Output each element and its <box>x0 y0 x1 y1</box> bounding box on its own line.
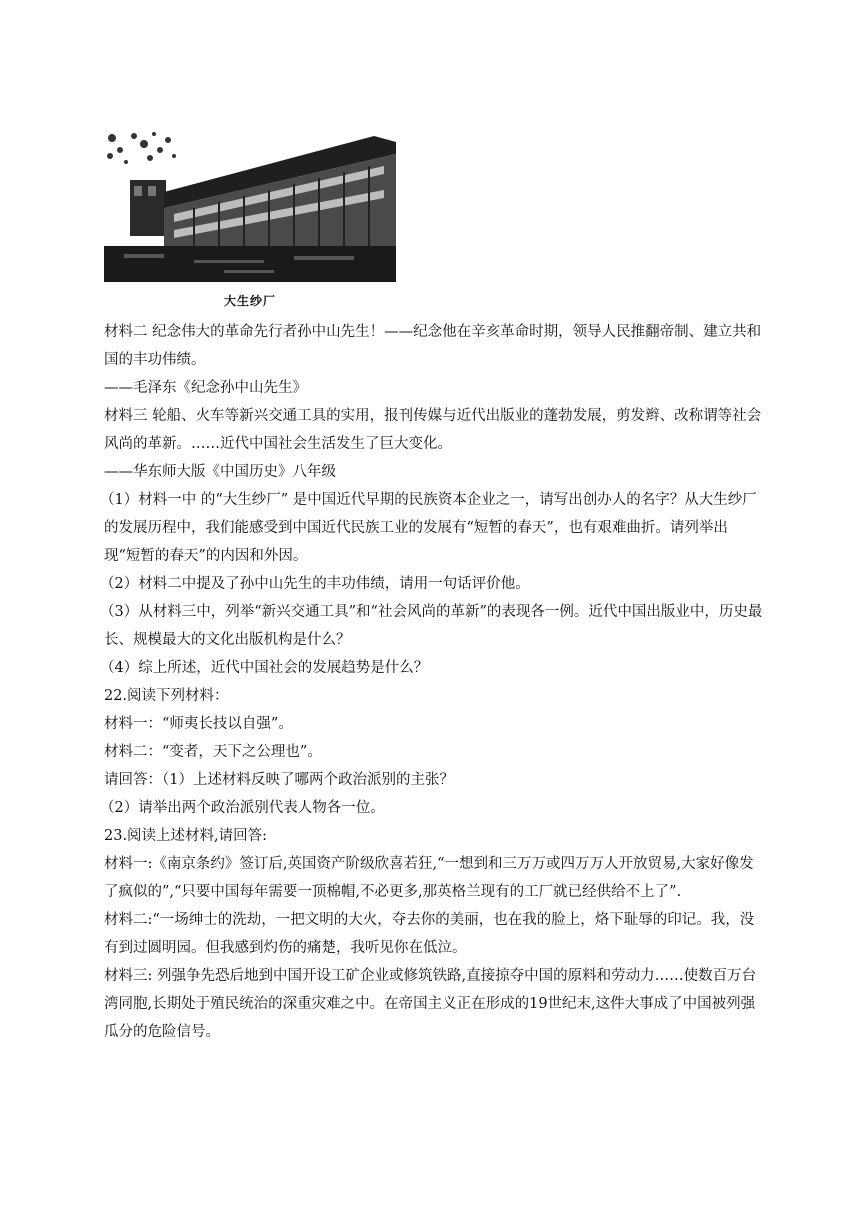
question-23-material1: 材料一:《南京条约》签订后,英国资产阶级欣喜若狂,“一想到和三万万或四万万人开放贸易,大家好像发了疯似的”,“只要中国每年需要一顶棉帽,不必更多,那英格兰现有的工厂就已经供给不上了”. <box>104 856 754 900</box>
question-21-3: （3）从材料三中，列举“新兴交通工具”和“社会风尚的革新”的表现各一例。近代中国出版业中，历史最长、规模最大的文化出版机构是什么？ <box>100 604 763 648</box>
material2-source: ——毛泽东《纪念孙中山先生》 <box>104 380 307 396</box>
question-22-ask2: （2）请举出两个政治派别代表人物各一位。 <box>100 800 385 816</box>
question-21-4: （4）综上所述，近代中国社会的发展趋势是什么？ <box>100 660 429 676</box>
question-23-material2: 材料二:“一场绅士的洗劫，一把文明的大火，夺去你的美丽，也在我的脸上，烙下耻辱的印记。我，没有到过圆明园。但我感到灼伤的痛楚，我听见你在低泣。 <box>104 912 755 956</box>
material3-text: 材料三 轮船、火车等新兴交通工具的实用，报刊传媒与近代出版业的蓬勃发展，剪发辫、改称谓等社会风尚的革新。……近代中国社会生活发生了巨大变化。 <box>104 408 762 452</box>
question-22-ask1: 请回答：（1）上述材料反映了哪两个政治派别的主张？ <box>104 772 454 788</box>
material2-text: 材料二 纪念伟大的革命先行者孙中山先生！——纪念他在辛亥革命时期，领导人民推翻帝制、建立共和国的丰功伟绩。 <box>104 324 762 368</box>
figure-caption: 大生纱厂 <box>223 294 276 308</box>
factory-photo-drawing <box>104 128 396 282</box>
document-body <box>100 318 764 1046</box>
question-23-title: 23.阅读上述材料,请回答: <box>104 828 268 844</box>
factory-photo <box>104 128 396 282</box>
question-22-material2: 材料二：“变者，天下之公理也”。 <box>104 744 322 760</box>
question-21-1: （1）材料一中 的“大生纱厂” 是中国近代早期的民族资本企业之一，请写出创办人的名字？从大生纱厂的发展历程中，我们能感受到中国近代民族工业的发展有“短暂的春天”，也有艰难曲折。请列举出现“短暂的春天”的内因和外因。 <box>100 492 757 564</box>
material3-source: ——华东师大版《中国历史》八年级 <box>104 464 336 480</box>
question-22-material1: 材料一：“师夷长技以自强”。 <box>104 716 293 732</box>
question-22-title: 22.阅读下列材料： <box>104 688 229 704</box>
question-23-material3: 材料三: 列强争先恐后地到中国开设工矿企业或修筑铁路,直接掠夺中国的原料和劳动力……使数百万台湾同胞,长期处于殖民统治的深重灾难之中。在帝国主义正在形成的19世纪末,这件大事成了中国被列强瓜分的危险信号。 <box>104 968 757 1040</box>
question-21-2: （2）材料二中提及了孙中山先生的丰功伟绩，请用一句话评价他。 <box>100 576 530 592</box>
